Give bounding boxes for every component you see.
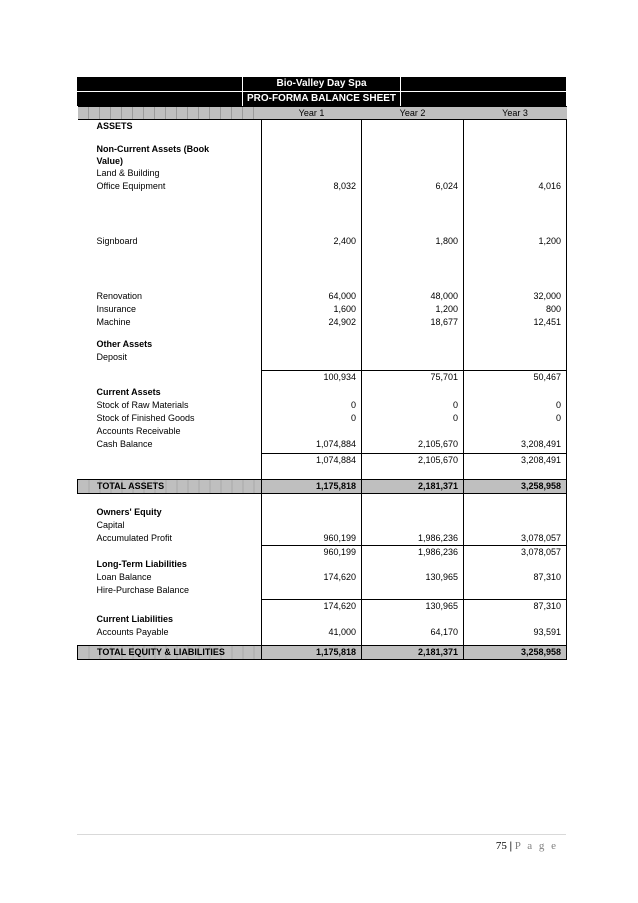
value-cell bbox=[262, 558, 362, 571]
value-cell: 2,181,371 bbox=[362, 646, 464, 660]
value-cell bbox=[362, 494, 464, 507]
table-row bbox=[78, 532, 567, 546]
value-cell bbox=[362, 120, 464, 134]
row-label: Land & Building bbox=[96, 168, 160, 178]
section-heading-row bbox=[78, 613, 567, 626]
value-cell: 3,258,958 bbox=[464, 480, 567, 494]
table-row bbox=[78, 180, 567, 193]
value-cell: 87,310 bbox=[464, 600, 567, 614]
value-cell: 130,965 bbox=[362, 571, 464, 584]
spacer-row bbox=[78, 329, 567, 338]
value-cell bbox=[262, 133, 362, 143]
row-label: TOTAL EQUITY & LIABILITIES bbox=[78, 646, 262, 660]
value-cell bbox=[362, 558, 464, 571]
value-cell bbox=[262, 425, 362, 438]
section-heading-row bbox=[78, 386, 567, 399]
value-cell bbox=[262, 386, 362, 399]
value-cell bbox=[362, 613, 464, 626]
value-cell bbox=[464, 494, 567, 507]
table-row bbox=[78, 399, 567, 412]
row-label: Current Liabilities bbox=[96, 614, 174, 624]
page-word: P a g e bbox=[514, 840, 558, 852]
value-cell bbox=[262, 193, 362, 235]
value-cell: 1,074,884 bbox=[262, 454, 362, 470]
table-row bbox=[78, 584, 567, 597]
value-cell bbox=[464, 193, 567, 235]
row-label: Renovation bbox=[96, 291, 143, 301]
spacer-row bbox=[78, 133, 567, 143]
value-cell bbox=[262, 338, 362, 351]
table-row bbox=[78, 351, 567, 364]
year-1-header: Year 1 bbox=[262, 107, 362, 120]
section-heading-row bbox=[78, 506, 567, 519]
value-cell: 2,181,371 bbox=[362, 480, 464, 494]
table-row bbox=[78, 303, 567, 316]
value-cell: 1,600 bbox=[262, 303, 362, 316]
value-cell: 3,078,057 bbox=[464, 546, 567, 559]
value-cell bbox=[464, 133, 567, 143]
value-cell bbox=[262, 494, 362, 507]
value-cell bbox=[464, 351, 567, 364]
subtotal-row bbox=[78, 546, 567, 559]
value-cell bbox=[362, 329, 464, 338]
table-row bbox=[78, 425, 567, 438]
row-label: Machine bbox=[96, 317, 131, 327]
value-cell bbox=[362, 519, 464, 532]
table-row bbox=[78, 438, 567, 451]
row-label: TOTAL ASSETS bbox=[78, 480, 262, 494]
table-row bbox=[78, 235, 567, 248]
value-cell bbox=[464, 469, 567, 480]
value-cell bbox=[464, 519, 567, 532]
value-cell: 960,199 bbox=[262, 546, 362, 559]
value-cell bbox=[464, 506, 567, 519]
value-cell: 48,000 bbox=[362, 290, 464, 303]
value-cell: 1,175,818 bbox=[262, 646, 362, 660]
value-cell: 174,620 bbox=[262, 571, 362, 584]
year-3-header: Year 3 bbox=[464, 107, 567, 120]
balance-sheet bbox=[77, 77, 566, 660]
value-cell bbox=[362, 338, 464, 351]
row-label: Loan Balance bbox=[96, 572, 152, 582]
sheet-title: PRO-FORMA BALANCE SHEET bbox=[246, 93, 397, 104]
table-row bbox=[78, 290, 567, 303]
value-cell: 18,677 bbox=[362, 316, 464, 329]
spacer-row bbox=[78, 494, 567, 507]
value-cell: 1,175,818 bbox=[262, 480, 362, 494]
value-cell bbox=[362, 167, 464, 180]
value-cell: 0 bbox=[262, 399, 362, 412]
value-cell bbox=[464, 329, 567, 338]
value-cell bbox=[362, 469, 464, 480]
row-label: Stock of Finished Goods bbox=[96, 413, 195, 423]
total-equity-liabilities-row bbox=[78, 646, 567, 660]
value-cell bbox=[262, 329, 362, 338]
value-cell: 3,258,958 bbox=[464, 646, 567, 660]
value-cell: 0 bbox=[262, 412, 362, 425]
value-cell bbox=[262, 469, 362, 480]
table-row bbox=[78, 412, 567, 425]
value-cell: 93,591 bbox=[464, 626, 567, 639]
balance-table bbox=[77, 106, 567, 660]
value-cell: 64,170 bbox=[362, 626, 464, 639]
value-cell: 130,965 bbox=[362, 600, 464, 614]
subtotal-row bbox=[78, 454, 567, 470]
value-cell: 174,620 bbox=[262, 600, 362, 614]
year-header-row bbox=[78, 107, 567, 120]
value-cell: 75,701 bbox=[362, 371, 464, 387]
row-label: Insurance bbox=[96, 304, 137, 314]
value-cell: 41,000 bbox=[262, 626, 362, 639]
value-cell bbox=[362, 506, 464, 519]
value-cell bbox=[262, 167, 362, 180]
value-cell bbox=[262, 248, 362, 290]
value-cell bbox=[362, 351, 464, 364]
value-cell: 1,200 bbox=[464, 235, 567, 248]
table-row bbox=[78, 167, 567, 180]
row-label: Current Assets bbox=[96, 387, 161, 397]
value-cell bbox=[464, 386, 567, 399]
value-cell bbox=[464, 143, 567, 167]
value-cell bbox=[464, 338, 567, 351]
row-label: Accumulated Profit bbox=[96, 533, 173, 543]
row-label: Owners' Equity bbox=[96, 507, 162, 517]
value-cell: 800 bbox=[464, 303, 567, 316]
row-label: ASSETS bbox=[96, 121, 133, 131]
value-cell: 2,105,670 bbox=[362, 438, 464, 451]
spacer-row bbox=[78, 193, 567, 235]
row-label: Signboard bbox=[96, 236, 138, 246]
value-cell: 100,934 bbox=[262, 371, 362, 387]
row-label: Accounts Payable bbox=[96, 627, 169, 637]
row-label: Deposit bbox=[96, 352, 128, 362]
value-cell bbox=[362, 386, 464, 399]
row-label: Hire-Purchase Balance bbox=[96, 585, 190, 595]
value-cell: 1,074,884 bbox=[262, 438, 362, 451]
value-cell: 960,199 bbox=[262, 532, 362, 546]
value-cell bbox=[262, 519, 362, 532]
value-cell bbox=[262, 143, 362, 167]
row-label: Non-Current Assets (Book Value) bbox=[96, 144, 210, 166]
section-heading-row bbox=[78, 558, 567, 571]
value-cell bbox=[262, 584, 362, 597]
value-cell: 0 bbox=[464, 399, 567, 412]
value-cell bbox=[362, 133, 464, 143]
value-cell: 87,310 bbox=[464, 571, 567, 584]
value-cell bbox=[362, 193, 464, 235]
value-cell: 0 bbox=[362, 412, 464, 425]
page-separator: | bbox=[509, 840, 513, 852]
table-row bbox=[78, 626, 567, 639]
value-cell: 0 bbox=[362, 399, 464, 412]
assets-heading-row bbox=[78, 120, 567, 134]
value-cell bbox=[262, 506, 362, 519]
value-cell: 2,105,670 bbox=[362, 454, 464, 470]
value-cell bbox=[464, 425, 567, 438]
value-cell: 24,902 bbox=[262, 316, 362, 329]
value-cell: 12,451 bbox=[464, 316, 567, 329]
row-label: Other Assets bbox=[96, 339, 153, 349]
value-cell bbox=[464, 120, 567, 134]
company-name: Bio-Valley Day Spa bbox=[276, 78, 367, 89]
footer-rule bbox=[77, 834, 566, 835]
company-header bbox=[77, 77, 566, 91]
value-cell bbox=[262, 120, 362, 134]
row-label: Cash Balance bbox=[96, 439, 153, 449]
row-label: Office Equipment bbox=[96, 181, 166, 191]
table-row bbox=[78, 316, 567, 329]
value-cell bbox=[362, 143, 464, 167]
value-cell: 1,986,236 bbox=[362, 532, 464, 546]
value-cell: 1,200 bbox=[362, 303, 464, 316]
value-cell: 8,032 bbox=[262, 180, 362, 193]
value-cell: 4,016 bbox=[464, 180, 567, 193]
table-row bbox=[78, 519, 567, 532]
row-label: Accounts Receivable bbox=[96, 426, 181, 436]
value-cell: 6,024 bbox=[362, 180, 464, 193]
value-cell: 3,208,491 bbox=[464, 454, 567, 470]
value-cell: 32,000 bbox=[464, 290, 567, 303]
row-label: Long-Term Liabilities bbox=[96, 559, 187, 569]
value-cell: 3,078,057 bbox=[464, 532, 567, 546]
table-row bbox=[78, 571, 567, 584]
value-cell bbox=[362, 584, 464, 597]
spacer-row bbox=[78, 248, 567, 290]
section-heading-row bbox=[78, 143, 567, 167]
value-cell bbox=[362, 248, 464, 290]
value-cell: 1,800 bbox=[362, 235, 464, 248]
value-cell: 1,986,236 bbox=[362, 546, 464, 559]
value-cell: 3,208,491 bbox=[464, 438, 567, 451]
page-number: 75 bbox=[495, 840, 507, 852]
value-cell bbox=[464, 613, 567, 626]
subtotal-row bbox=[78, 371, 567, 387]
value-cell bbox=[464, 584, 567, 597]
value-cell: 64,000 bbox=[262, 290, 362, 303]
section-heading-row bbox=[78, 338, 567, 351]
value-cell bbox=[464, 558, 567, 571]
value-cell: 2,400 bbox=[262, 235, 362, 248]
value-cell: 50,467 bbox=[464, 371, 567, 387]
value-cell bbox=[262, 613, 362, 626]
value-cell bbox=[464, 167, 567, 180]
subtotal-row bbox=[78, 600, 567, 614]
spacer-row bbox=[78, 469, 567, 480]
sheet-title-header bbox=[77, 91, 566, 106]
value-cell bbox=[262, 351, 362, 364]
row-label: Capital bbox=[96, 520, 125, 530]
value-cell bbox=[362, 425, 464, 438]
value-cell bbox=[464, 248, 567, 290]
year-2-header: Year 2 bbox=[362, 107, 464, 120]
value-cell: 0 bbox=[464, 412, 567, 425]
page-footer bbox=[496, 840, 558, 852]
row-label: Stock of Raw Materials bbox=[96, 400, 189, 410]
total-assets-row bbox=[78, 480, 567, 494]
